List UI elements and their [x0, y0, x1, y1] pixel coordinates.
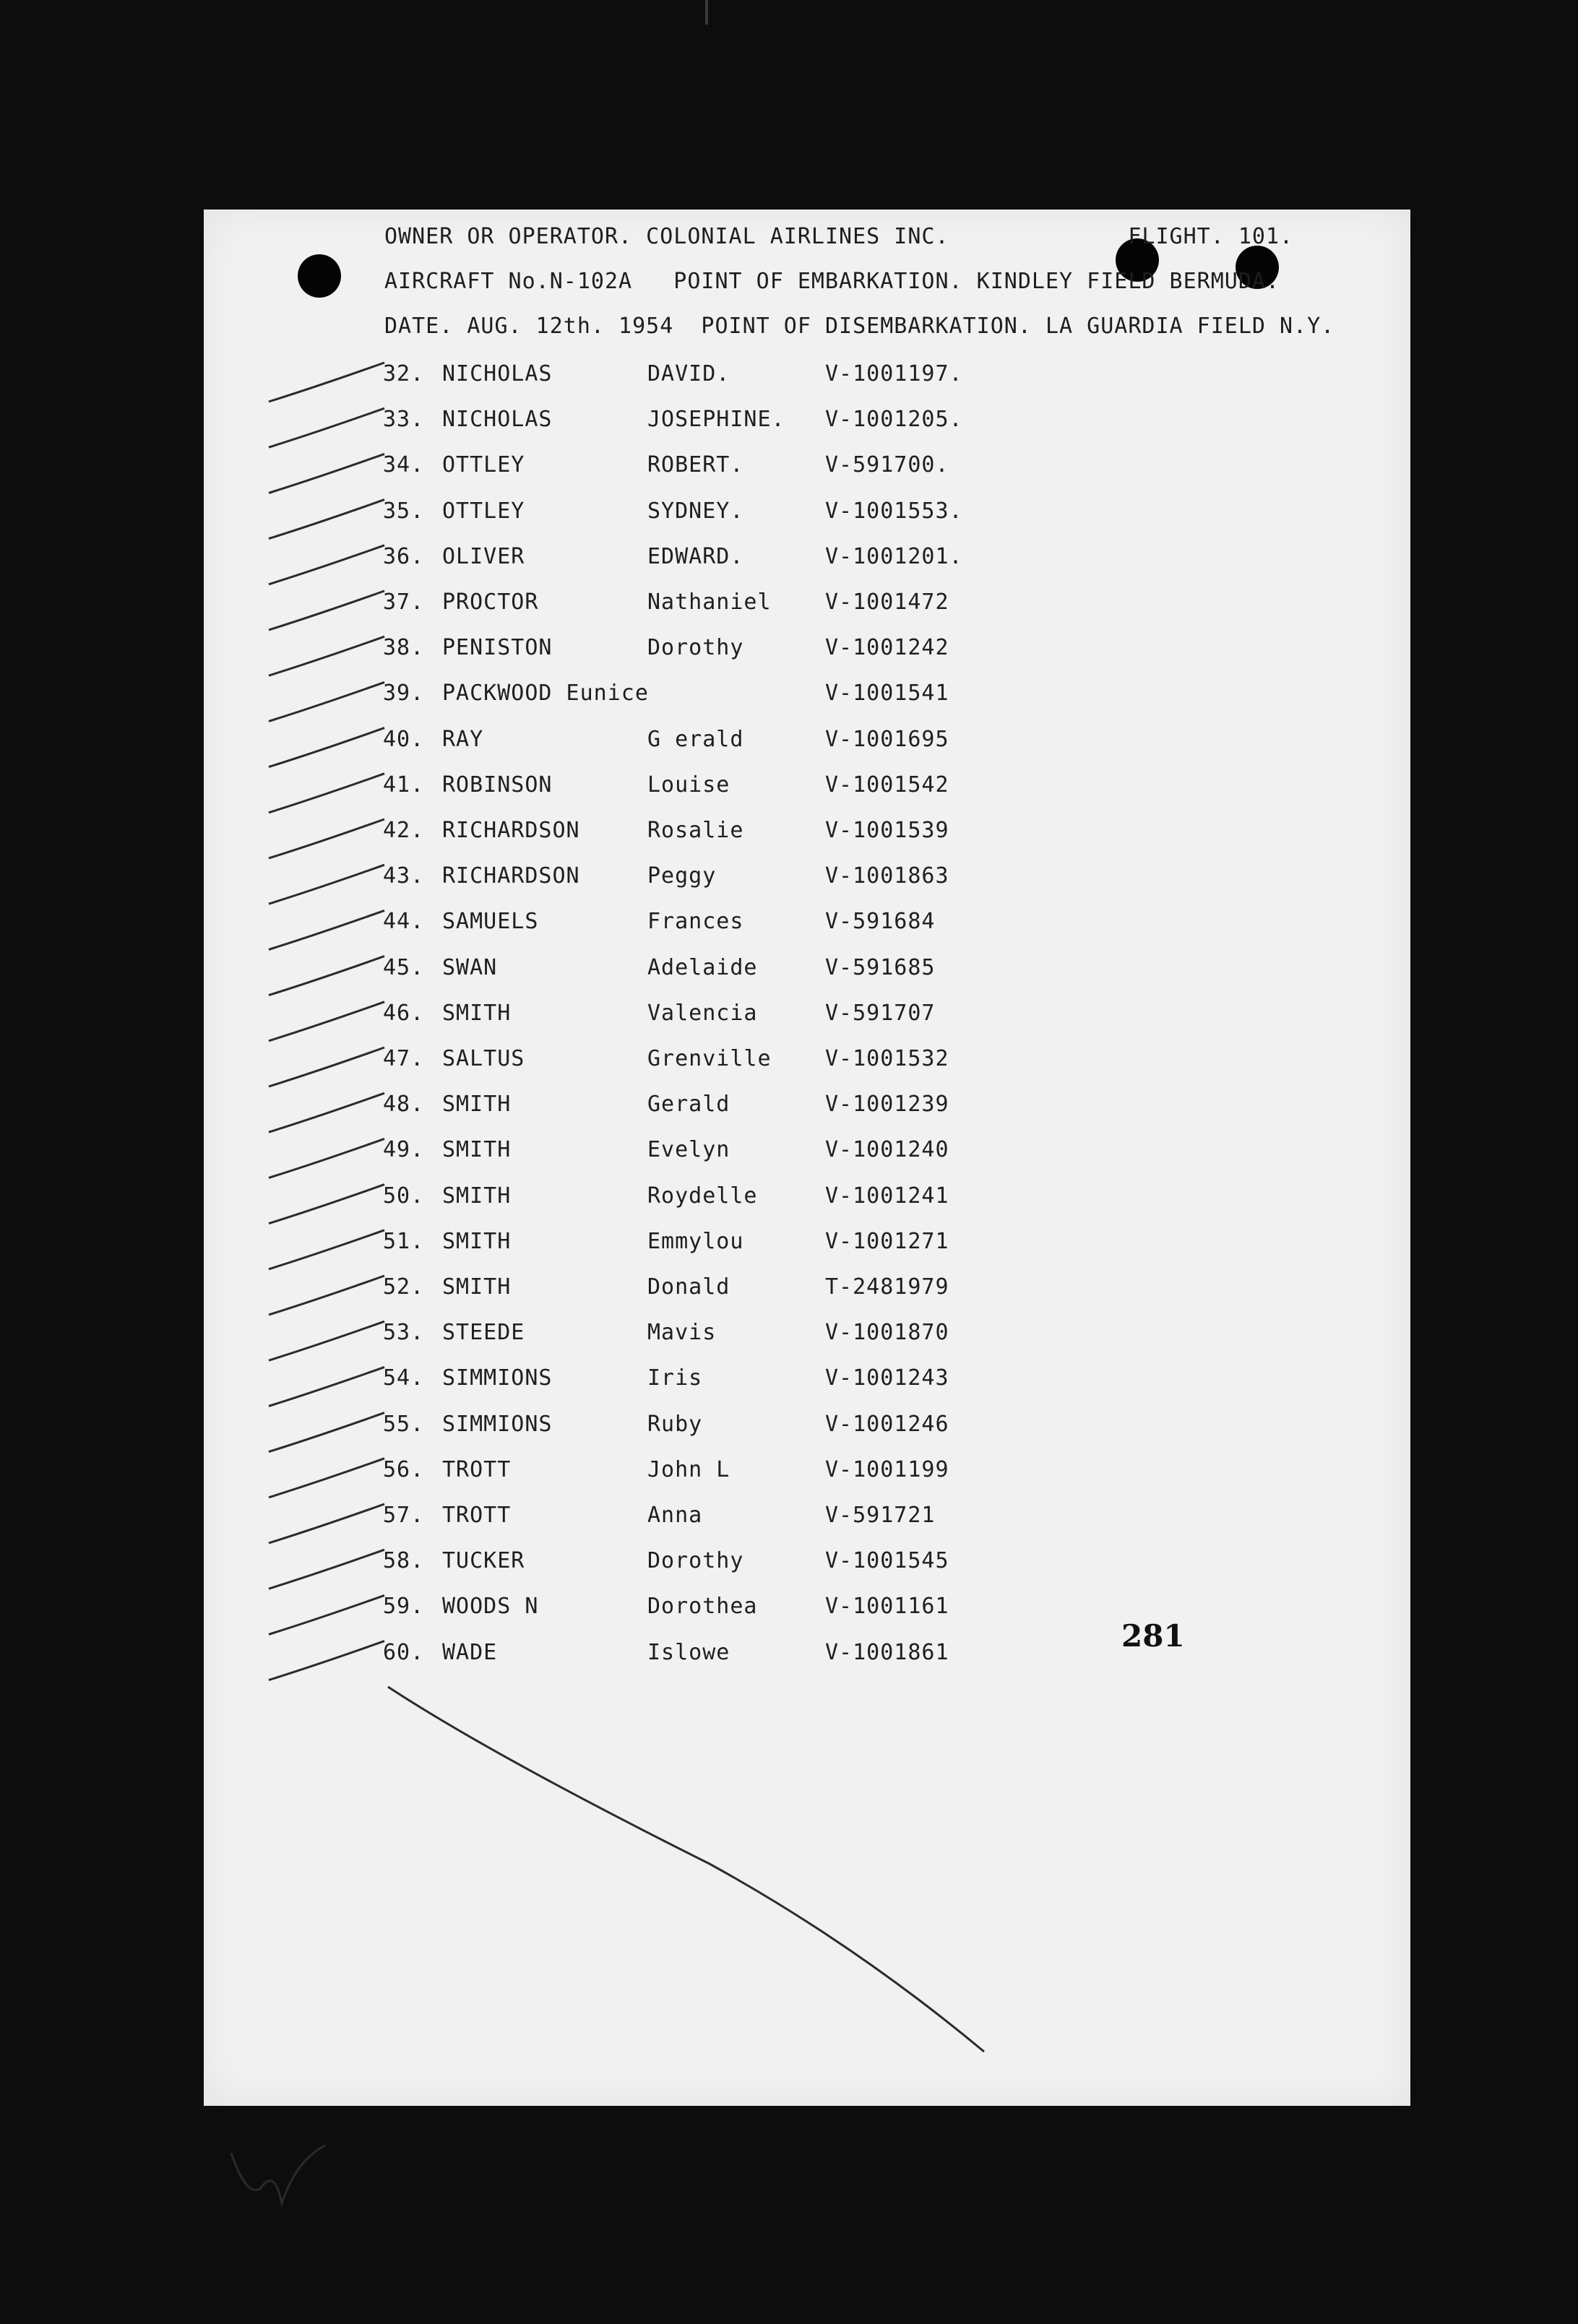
passenger-number: 43.: [383, 863, 425, 889]
passenger-last-name: SWAN: [442, 954, 498, 980]
passenger-number: 49.: [383, 1137, 425, 1163]
passenger-number: 51.: [383, 1228, 425, 1254]
passenger-first-name: Mavis: [647, 1320, 717, 1346]
table-row: [204, 772, 1410, 816]
passenger-last-name: PACKWOOD Eunice: [442, 681, 649, 707]
passenger-last-name: SMITH: [442, 1000, 512, 1026]
table-row: [204, 1229, 1410, 1272]
passenger-number: 56.: [383, 1456, 425, 1482]
passenger-first-name: SYDNEY.: [647, 498, 744, 524]
passenger-visa-number: V-1001197.: [825, 361, 963, 386]
passenger-first-name: JOSEPHINE.: [647, 407, 785, 433]
passenger-last-name: RICHARDSON: [442, 863, 580, 889]
passenger-visa-number: V-1001242: [825, 635, 949, 661]
closing-pen-stroke: [388, 1687, 984, 2052]
table-row: [204, 1046, 1410, 1089]
passenger-number: 33.: [383, 407, 425, 433]
passenger-last-name: OLIVER: [442, 543, 525, 569]
passenger-number: 37.: [383, 589, 425, 615]
passenger-visa-number: V-1001472: [825, 589, 949, 615]
passenger-visa-number: V-591721: [825, 1503, 936, 1528]
passenger-number: 59.: [383, 1594, 425, 1620]
passenger-first-name: Evelyn: [647, 1137, 730, 1163]
passenger-visa-number: V-1001241: [825, 1183, 949, 1209]
passenger-visa-number: V-1001201.: [825, 543, 963, 569]
passenger-first-name: Roydelle: [647, 1183, 758, 1209]
passenger-last-name: NICHOLAS: [442, 361, 553, 386]
passenger-first-name: Dorothy: [647, 635, 744, 661]
passenger-number: 32.: [383, 361, 425, 386]
table-row: [204, 1137, 1410, 1180]
passenger-visa-number: V-1001870: [825, 1320, 949, 1346]
passenger-last-name: SALTUS: [442, 1046, 525, 1071]
passenger-first-name: Valencia: [647, 1000, 758, 1026]
passenger-visa-number: V-1001246: [825, 1411, 949, 1437]
manifest-page: [204, 209, 1410, 2106]
table-row: [204, 407, 1410, 450]
passenger-first-name: Peggy: [647, 863, 717, 889]
table-row: [204, 1412, 1410, 1455]
passenger-first-name: DAVID.: [647, 361, 730, 386]
passenger-first-name: Dorothy: [647, 1548, 744, 1574]
table-row: [204, 452, 1410, 496]
passenger-first-name: Rosalie: [647, 818, 744, 843]
passenger-last-name: SMITH: [442, 1137, 512, 1163]
header-date-line: DATE. AUG. 12th. 1954 POINT OF DISEMBARKATION. LA GUARDIA FIELD N.Y.: [384, 314, 1335, 339]
passenger-number: 41.: [383, 772, 425, 798]
passenger-number: 38.: [383, 635, 425, 661]
table-row: [204, 544, 1410, 587]
passenger-number: 35.: [383, 498, 425, 524]
passenger-first-name: Frances: [647, 909, 744, 935]
passenger-last-name: TROTT: [442, 1456, 512, 1482]
passenger-visa-number: V-591684: [825, 909, 936, 935]
table-row: [204, 1183, 1410, 1227]
passenger-last-name: PENISTON: [442, 635, 553, 661]
passenger-first-name: Emmylou: [647, 1228, 744, 1254]
table-row: [204, 1594, 1410, 1637]
passenger-last-name: SMITH: [442, 1228, 512, 1254]
table-row: [204, 635, 1410, 678]
table-row: [204, 681, 1410, 724]
passenger-first-name: John L: [647, 1456, 730, 1482]
passenger-number: 36.: [383, 543, 425, 569]
table-row: [204, 589, 1410, 633]
passenger-number: 54.: [383, 1365, 425, 1391]
passenger-last-name: RICHARDSON: [442, 818, 580, 843]
passenger-number: 60.: [383, 1639, 425, 1665]
passenger-first-name: Nathaniel: [647, 589, 772, 615]
header-aircraft-line: AIRCRAFT No.N-102A POINT OF EMBARKATION. KINDLEY FIELD BERMUDA.: [384, 269, 1280, 294]
passenger-visa-number: V-1001199: [825, 1456, 949, 1482]
passenger-visa-number: V-1001553.: [825, 498, 963, 524]
passenger-visa-number: V-1001545: [825, 1548, 949, 1574]
passenger-visa-number: V-1001243: [825, 1365, 949, 1391]
table-row: [204, 1274, 1410, 1318]
passenger-number: 34.: [383, 452, 425, 478]
table-row: [204, 909, 1410, 952]
passenger-first-name: Islowe: [647, 1639, 730, 1665]
passenger-last-name: SMITH: [442, 1183, 512, 1209]
table-row: [204, 498, 1410, 542]
passenger-visa-number: V-591707: [825, 1000, 936, 1026]
passenger-number: 40.: [383, 726, 425, 752]
passenger-number: 52.: [383, 1274, 425, 1300]
passenger-last-name: STEEDE: [442, 1320, 525, 1346]
passenger-first-name: Iris: [647, 1365, 703, 1391]
table-row: [204, 818, 1410, 861]
passenger-number: 57.: [383, 1503, 425, 1528]
table-row: [204, 1001, 1410, 1044]
passenger-number: 42.: [383, 818, 425, 843]
passenger-number: 47.: [383, 1046, 425, 1071]
passenger-first-name: Gerald: [647, 1092, 730, 1118]
passenger-last-name: PROCTOR: [442, 589, 539, 615]
passenger-last-name: ROBINSON: [442, 772, 553, 798]
passenger-visa-number: V-1001161: [825, 1594, 949, 1620]
passenger-first-name: G erald: [647, 726, 744, 752]
passenger-last-name: SAMUELS: [442, 909, 539, 935]
passenger-number: 46.: [383, 1000, 425, 1026]
passenger-last-name: NICHOLAS: [442, 407, 553, 433]
passenger-number: 48.: [383, 1092, 425, 1118]
passenger-last-name: SIMMIONS: [442, 1365, 553, 1391]
passenger-first-name: Donald: [647, 1274, 730, 1300]
passenger-visa-number: V-1001239: [825, 1092, 949, 1118]
passenger-first-name: Grenville: [647, 1046, 772, 1071]
passenger-last-name: SMITH: [442, 1274, 512, 1300]
passenger-last-name: SIMMIONS: [442, 1411, 553, 1437]
table-row: [204, 1548, 1410, 1591]
passenger-visa-number: V-1001240: [825, 1137, 949, 1163]
passenger-last-name: TROTT: [442, 1503, 512, 1528]
passenger-last-name: SMITH: [442, 1092, 512, 1118]
passenger-visa-number: V-1001541: [825, 681, 949, 707]
table-row: [204, 1092, 1410, 1135]
passenger-number: 44.: [383, 909, 425, 935]
passenger-first-name: Louise: [647, 772, 730, 798]
passenger-last-name: WADE: [442, 1639, 498, 1665]
page-number: 281: [1121, 1618, 1185, 1654]
handwritten-mark-bottom: [217, 2138, 361, 2225]
passenger-last-name: RAY: [442, 726, 484, 752]
passenger-first-name: Ruby: [647, 1411, 703, 1437]
passenger-visa-number: V-1001695: [825, 726, 949, 752]
table-row: [204, 727, 1410, 770]
table-row: [204, 955, 1410, 998]
passenger-visa-number: V-1001863: [825, 863, 949, 889]
passenger-last-name: WOODS N: [442, 1594, 539, 1620]
passenger-last-name: TUCKER: [442, 1548, 525, 1574]
passenger-visa-number: V-1001205.: [825, 407, 963, 433]
passenger-first-name: Anna: [647, 1503, 703, 1528]
header-owner-line: OWNER OR OPERATOR. COLONIAL AIRLINES INC. FLIGHT. 101.: [384, 224, 1294, 249]
table-row: [204, 863, 1410, 907]
passenger-visa-number: V-1001542: [825, 772, 949, 798]
passenger-visa-number: V-1001271: [825, 1228, 949, 1254]
film-notch: [705, 0, 708, 25]
table-row: [204, 1503, 1410, 1546]
passenger-number: 53.: [383, 1320, 425, 1346]
passenger-number: 55.: [383, 1411, 425, 1437]
passenger-first-name: EDWARD.: [647, 543, 744, 569]
passenger-first-name: ROBERT.: [647, 452, 744, 478]
table-row: [204, 361, 1410, 405]
passenger-visa-number: V-1001861: [825, 1639, 949, 1665]
passenger-visa-number: V-1001532: [825, 1046, 949, 1071]
table-row: [204, 1457, 1410, 1500]
passenger-number: 45.: [383, 954, 425, 980]
table-row: [204, 1320, 1410, 1363]
passenger-visa-number: T-2481979: [825, 1274, 949, 1300]
passenger-number: 58.: [383, 1548, 425, 1574]
passenger-last-name: OTTLEY: [442, 452, 525, 478]
passenger-number: 39.: [383, 681, 425, 707]
table-row: [204, 1640, 1410, 1683]
punch-hole-left: [298, 254, 341, 298]
passenger-last-name: OTTLEY: [442, 498, 525, 524]
passenger-number: 50.: [383, 1183, 425, 1209]
passenger-first-name: Adelaide: [647, 954, 758, 980]
table-row: [204, 1365, 1410, 1409]
passenger-first-name: Dorothea: [647, 1594, 758, 1620]
passenger-visa-number: V-1001539: [825, 818, 949, 843]
passenger-visa-number: V-591685: [825, 954, 936, 980]
passenger-visa-number: V-591700.: [825, 452, 949, 478]
